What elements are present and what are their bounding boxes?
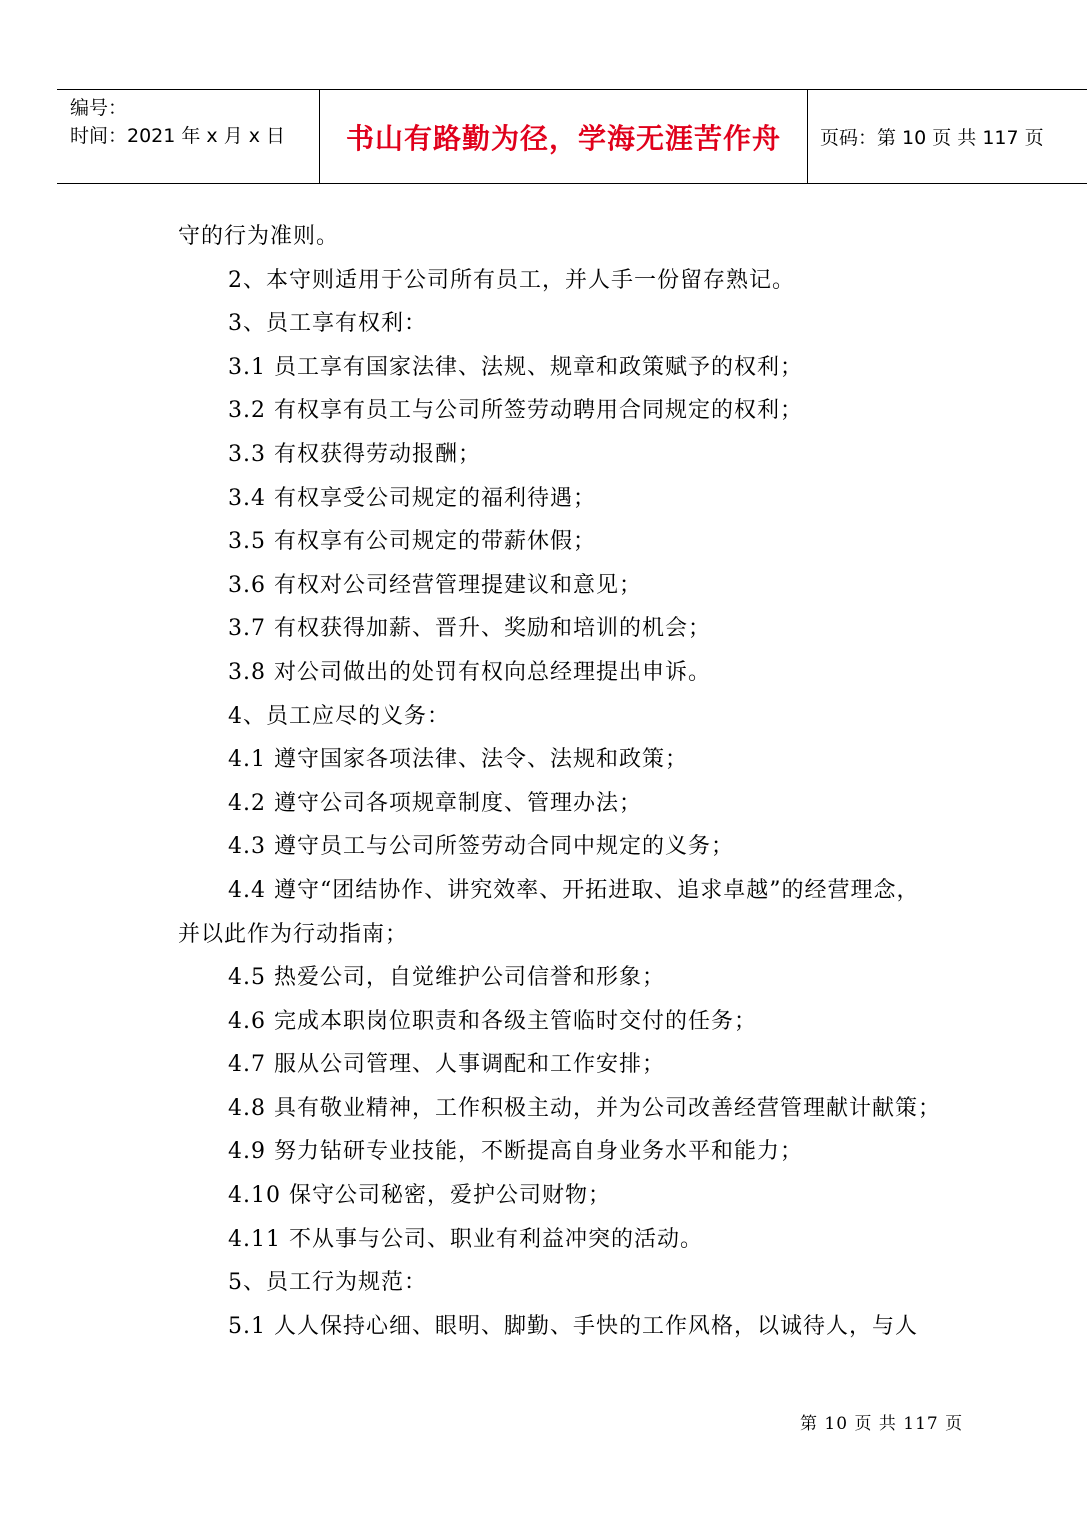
list-item: 4.6 完成本职岗位职责和各级主管临时交付的任务； [228,1008,757,1034]
section-heading: 3、员工享有权利： [228,311,427,337]
list-item: 4.7 服从公司管理、人事调配和工作安排； [228,1052,665,1078]
header-number-label: 编号： [70,97,128,119]
header-meta [70,94,285,150]
list-item: 4.1 遵守国家各项法律、法令、法规和政策； [228,747,688,773]
list-item: 4.11 不从事与公司、职业有利益冲突的活动。 [228,1226,703,1252]
list-item: 5.1 人人保持心细、眼明、脚勤、手快的工作风格，以诚待人，与人 [228,1313,918,1339]
header-motto: 书山有路勤为径，学海无涯苦作舟 [345,121,781,155]
list-item: 3.2 有权享有员工与公司所签劳动聘用合同规定的权利； [228,398,803,424]
section-heading: 5、员工行为规范： [228,1270,427,1296]
list-item: 3.1 员工享有国家法律、法规、规章和政策赋予的权利； [228,354,803,380]
section-heading: 4、员工应尽的义务： [228,703,450,729]
list-item: 4.5 热爱公司，自觉维护公司信誉和形象； [228,965,665,991]
document-body [178,215,978,1348]
list-item: 3.7 有权获得加薪、晋升、奖励和培训的机会； [228,616,711,642]
paragraph: 守的行为准则。 [178,224,340,249]
list-item: 3.8 对公司做出的处罚有权向总经理提出申诉。 [228,659,711,685]
list-item: 4.4 遵守“团结协作、讲究效率、开拓进取、追求卓越”的经营理念， [228,877,920,903]
list-item: 3.4 有权享受公司规定的福利待遇； [228,485,596,511]
document-header [57,89,1087,184]
list-item: 4.9 努力钻研专业技能，不断提高自身业务水平和能力； [228,1139,803,1165]
page-footer: 第 10 页 共 117 页 [800,1414,964,1434]
header-divider [807,90,808,183]
paragraph: 2、本守则适用于公司所有员工，并人手一份留存熟记。 [228,267,795,293]
list-item: 4.2 遵守公司各项规章制度、管理办法； [228,790,642,816]
list-item: 4.3 遵守员工与公司所签劳动合同中规定的义务； [228,834,734,860]
list-item: 4.10 保守公司秘密，爱护公司财物； [228,1183,611,1209]
header-time-label: 时间：2021 年 x 月 x 日 [70,125,286,147]
list-item: 3.5 有权享有公司规定的带薪休假； [228,529,596,555]
header-page-label: 页码：第 10 页 共 117 页 [820,127,1044,149]
list-item: 4.8 具有敬业精神，工作积极主动，并为公司改善经营管理献计献策； [228,1095,941,1121]
list-item-continuation: 并以此作为行动指南； [178,921,409,947]
list-item: 3.6 有权对公司经营管理提建议和意见； [228,572,642,598]
list-item: 3.3 有权获得劳动报酬； [228,441,481,467]
